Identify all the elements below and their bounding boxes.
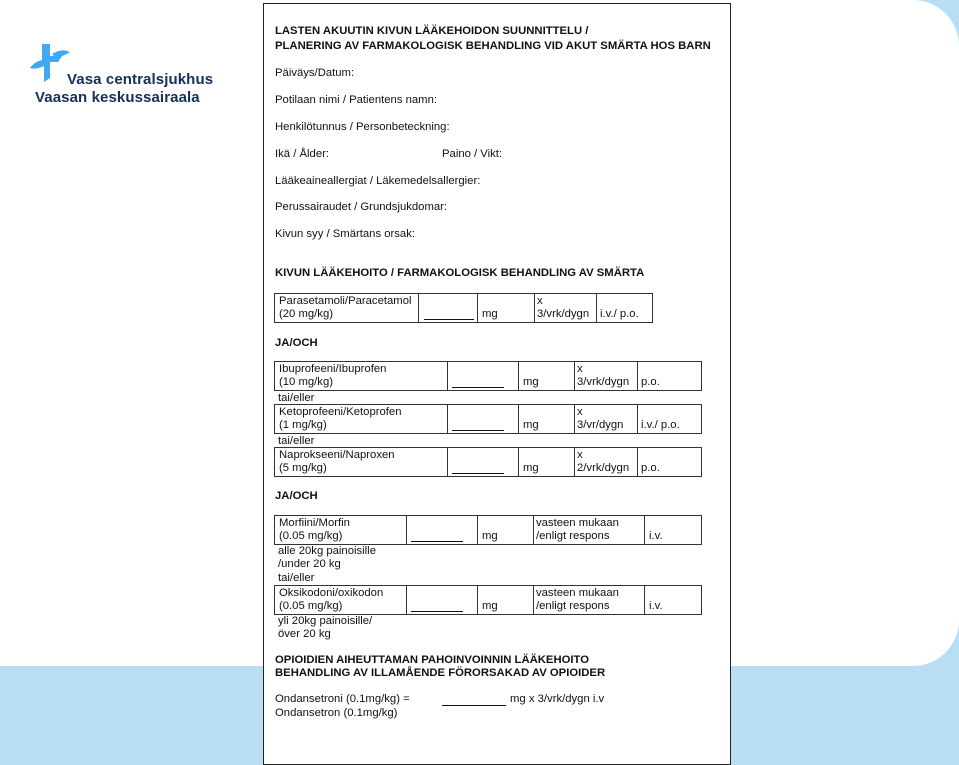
- ondansetron-fi: Ondansetroni (0.1mg/kg) =: [275, 693, 410, 705]
- or-label: tai/eller: [278, 392, 315, 404]
- pain-cause-label: Kivun syy / Smärtans orsak:: [275, 228, 416, 240]
- drug-dose: (0.05 mg/kg): [279, 600, 343, 612]
- unit-label: mg: [523, 376, 539, 388]
- route-cell: [644, 586, 702, 614]
- weight-label: Paino / Vikt:: [442, 148, 503, 160]
- freq-cell: [574, 405, 637, 433]
- drug-dose: (20 mg/kg): [279, 308, 333, 320]
- dose-blank: [424, 319, 474, 320]
- dose-blank: [452, 473, 504, 474]
- dose-blank-cell: [447, 448, 518, 476]
- ketoprofen-row: [274, 404, 702, 434]
- route-label: p.o.: [641, 462, 660, 474]
- unit-cell: [518, 405, 574, 433]
- drug-cell: [275, 362, 447, 390]
- nausea-heading-sv: BEHANDLING AV ILLAMÅENDE FÖRORSAKAD AV OPIOIDER: [275, 667, 606, 679]
- drug-cell: [275, 516, 406, 544]
- route-cell: [596, 294, 653, 322]
- response-cell: [533, 586, 644, 614]
- logo-name-swedish: Vasa centralsjukhus: [67, 71, 214, 88]
- unit-cell: [518, 362, 574, 390]
- freq-x: x: [577, 363, 583, 375]
- drug-cell: [275, 405, 447, 433]
- freq-x: x: [577, 406, 583, 418]
- drug-name: Parasetamoli/Paracetamol: [279, 295, 412, 307]
- route-cell: [637, 362, 702, 390]
- section-heading: KIVUN LÄÄKEHOITO / FARMAKOLOGISK BEHANDLING AV SMÄRTA: [275, 267, 645, 279]
- ondansetron-dosing: mg x 3/vrk/dygn i.v: [510, 693, 605, 705]
- freq-label: 3/vr/dygn: [577, 419, 624, 431]
- morphine-row: [274, 515, 702, 545]
- freq-label: 2/vrk/dygn: [577, 462, 630, 474]
- freq-cell: [574, 448, 637, 476]
- unit-label: mg: [523, 419, 539, 431]
- dose-blank-cell: [447, 362, 518, 390]
- weight-note-sv: /under 20 kg: [278, 558, 341, 570]
- dose-blank-cell: [447, 405, 518, 433]
- dose-blank-cell: [406, 586, 477, 614]
- response-cell: [533, 516, 644, 544]
- oxycodone-row: [274, 585, 702, 615]
- naproxen-row: [274, 447, 702, 477]
- dose-blank: [411, 611, 463, 612]
- dose-blank: [452, 430, 504, 431]
- response-sv: /enligt respons: [536, 600, 610, 612]
- freq-cell: [574, 362, 637, 390]
- age-label: Ikä / Ålder:: [275, 148, 329, 160]
- dose-blank-cell: [406, 516, 477, 544]
- drug-dose: (5 mg/kg): [279, 462, 327, 474]
- ibuprofen-row: [274, 361, 702, 391]
- paracetamol-row: [274, 293, 653, 323]
- date-label: Päiväys/Datum:: [275, 67, 355, 79]
- or-label: tai/eller: [278, 435, 315, 447]
- drug-name: Ketoprofeeni/Ketoprofen: [279, 406, 402, 418]
- unit-cell: [477, 294, 534, 322]
- or-label: tai/eller: [278, 572, 315, 584]
- weight-note: alle 20kg painoisille: [278, 545, 376, 557]
- dose-blank: [411, 541, 463, 542]
- freq-label: 3/vrk/dygn: [577, 376, 630, 388]
- route-label: p.o.: [641, 376, 660, 388]
- route-label: i.v./ p.o.: [641, 419, 680, 431]
- freq-cell: [534, 294, 596, 322]
- drug-cell: [275, 294, 418, 322]
- drug-dose: (0.05 mg/kg): [279, 530, 343, 542]
- ondansetron-dose-blank: [442, 705, 506, 706]
- allergies-label: Lääkeaineallergiat / Läkemedelsallergier:: [275, 175, 481, 187]
- freq-x: x: [537, 295, 543, 307]
- drug-cell: [275, 448, 447, 476]
- drug-name: Morfiini/Morfin: [279, 517, 350, 529]
- person-id-label: Henkilötunnus / Personbeteckning:: [275, 121, 450, 133]
- logo-name-finnish: Vaasan keskussairaala: [35, 89, 200, 106]
- unit-label: mg: [482, 530, 498, 542]
- response-sv: /enligt respons: [536, 530, 610, 542]
- drug-dose: (1 mg/kg): [279, 419, 327, 431]
- route-cell: [637, 405, 702, 433]
- unit-label: mg: [482, 600, 498, 612]
- dose-blank: [452, 387, 504, 388]
- weight-note: yli 20kg painoisille/: [278, 615, 373, 627]
- weight-note-sv: över 20 kg: [278, 628, 331, 640]
- freq-label: 3/vrk/dygn: [537, 308, 590, 320]
- route-label: i.v.: [649, 600, 663, 612]
- unit-cell: [477, 516, 533, 544]
- route-cell: [644, 516, 702, 544]
- unit-label: mg: [523, 462, 539, 474]
- route-label: i.v./ p.o.: [600, 308, 639, 320]
- and-label: JA/OCH: [275, 337, 318, 349]
- route-cell: [637, 448, 702, 476]
- dose-blank-cell: [418, 294, 477, 322]
- drug-name: Oksikodoni/oxikodon: [279, 587, 384, 599]
- ondansetron-sv: Ondansetron (0.1mg/kg): [275, 707, 398, 719]
- drug-name: Naprokseeni/Naproxen: [279, 449, 395, 461]
- title-swedish: PLANERING AV FARMAKOLOGISK BEHANDLING VID AKUT SMÄRTA HOS BARN: [275, 40, 711, 52]
- and-label: JA/OCH: [275, 490, 318, 502]
- hospital-logo: [28, 44, 218, 114]
- route-label: i.v.: [649, 530, 663, 542]
- title-finnish: LASTEN AKUUTIN KIVUN LÄÄKEHOIDON SUUNNITTELU /: [275, 25, 589, 37]
- drug-name: Ibuprofeeni/Ibuprofen: [279, 363, 387, 375]
- freq-x: x: [577, 449, 583, 461]
- response-fi: vasteen mukaan: [536, 587, 619, 599]
- unit-cell: [477, 586, 533, 614]
- patient-name-label: Potilaan nimi / Patientens namn:: [275, 94, 438, 106]
- drug-dose: (10 mg/kg): [279, 376, 333, 388]
- unit-cell: [518, 448, 574, 476]
- response-fi: vasteen mukaan: [536, 517, 619, 529]
- form-document: [263, 3, 731, 765]
- cross-bird-logo-icon: [28, 44, 72, 84]
- drug-cell: [275, 586, 406, 614]
- unit-label: mg: [482, 308, 498, 320]
- nausea-heading-fi: OPIOIDIEN AIHEUTTAMAN PAHOINVOINNIN LÄÄKEHOITO: [275, 654, 590, 666]
- diseases-label: Perussairaudet / Grundsjukdomar:: [275, 201, 448, 213]
